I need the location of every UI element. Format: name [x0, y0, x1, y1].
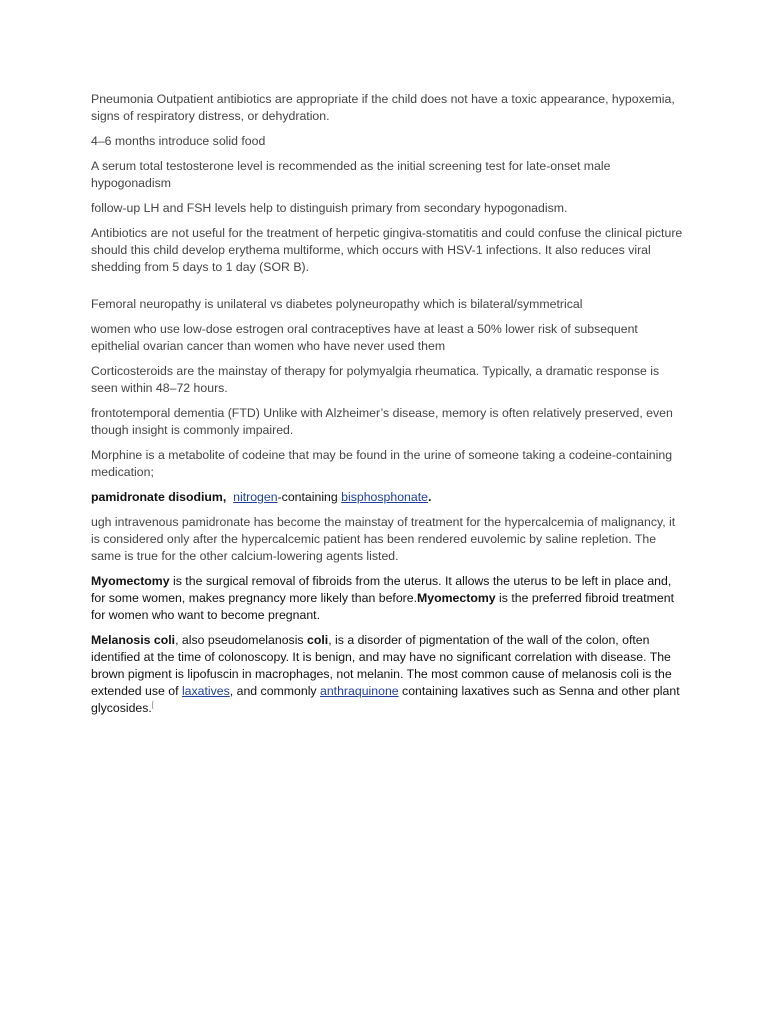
paragraph-lh-fsh: follow-up LH and FSH levels help to distinguish primary from secondary hypogonadism. — [91, 201, 568, 215]
pamidronate-end: . — [428, 490, 432, 504]
paragraph-solid-food: 4–6 months introduce solid food — [91, 134, 266, 148]
melanosis-term-1: Melanosis coli — [91, 633, 176, 647]
paragraph-pamidronate — [91, 489, 685, 506]
paragraph-myomectomy — [91, 573, 685, 624]
melanosis-text-4: containing laxatives such as Senna and other plant glycosides. — [91, 684, 680, 715]
melanosis-text-2: , is a disorder of pigmentation of the wall of the colon, often identified at the time of colonoscopy. It is benign, and may have no significant correlation with disease. The brown pigment is lipofuscin in macrophages, not melanin. The most common cause of melanosis coli is the extended use of — [91, 633, 672, 698]
footnote-mark: [ — [151, 701, 154, 709]
paragraph-corticosteroids: Corticosteroids are the mainstay of therapy for polymyalgia rheumatica. Typically, a dramatic response is seen within 48–72 hours. — [91, 364, 660, 395]
laxatives-link[interactable]: laxatives — [181, 684, 230, 698]
paragraph-ftd: frontotemporal dementia (FTD) Unlike with Alzheimer’s disease, memory is often relatively preserved, even though insight is commonly impaired. — [91, 406, 673, 437]
myomectomy-term-1: Myomectomy — [91, 574, 170, 588]
paragraph-antibiotics-hsv: Antibiotics are not useful for the treatment of herpetic gingiva-stomatitis and could confuse the clinical picture should this child develop erythema multiforme, which occurs with HSV-1 infections. It also reduces viral shedding from 5 days to 1 day (SOR B). — [91, 226, 683, 274]
paragraph-melanosis-coli — [91, 632, 685, 717]
bisphosphonate-link[interactable]: bisphosphonate — [341, 490, 428, 504]
myomectomy-term-2: Myomectomy — [417, 591, 496, 605]
myomectomy-text-2: is the preferred fibroid treatment for women who want to become pregnant. — [91, 591, 675, 622]
melanosis-term-2: coli — [307, 633, 329, 647]
nitrogen-link[interactable]: nitrogen — [233, 490, 278, 504]
paragraph-oral-contraceptives: women who use low-dose estrogen oral contraceptives have at least a 50% lower risk of subsequent epithelial ovarian cancer than women who have never used them — [91, 322, 638, 353]
paragraph-pneumonia: Pneumonia Outpatient antibiotics are appropriate if the child does not have a toxic appearance, hypoxemia, signs of respiratory distress, or dehydration. — [91, 92, 675, 123]
paragraph-femoral-neuropathy: Femoral neuropathy is unilateral vs diabetes polyneuropathy which is bilateral/symmetrical — [91, 297, 583, 311]
myomectomy-text-1: is the surgical removal of fibroids from the uterus. It allows the uterus to be left in place and, for some women, makes pregnancy more likely than before. — [91, 574, 672, 605]
anthraquinone-link[interactable]: anthraquinone — [320, 684, 399, 698]
paragraph-intravenous-pamidronate: ugh intravenous pamidronate has become the mainstay of treatment for the hypercalcemia of malignancy, it is considered only after the hypercalcemic patient has been rendered euvolemic by saline repletion. The same is true for the other calcium-lowering agents listed. — [91, 515, 676, 563]
paragraph-morphine: Morphine is a metabolite of codeine that may be found in the urine of someone taking a codeine-containing medication; — [91, 448, 673, 479]
melanosis-text-3: , and commonly — [229, 684, 320, 698]
document-page — [91, 91, 685, 725]
melanosis-text-1: , also pseudomelanosis — [175, 633, 307, 647]
pamidronate-term: pamidronate disodium, — [91, 490, 227, 504]
paragraph-testosterone: A serum total testosterone level is recommended as the initial screening test for late-onset male hypogonadism — [91, 159, 611, 190]
pamidronate-middle: -containing — [277, 490, 342, 504]
